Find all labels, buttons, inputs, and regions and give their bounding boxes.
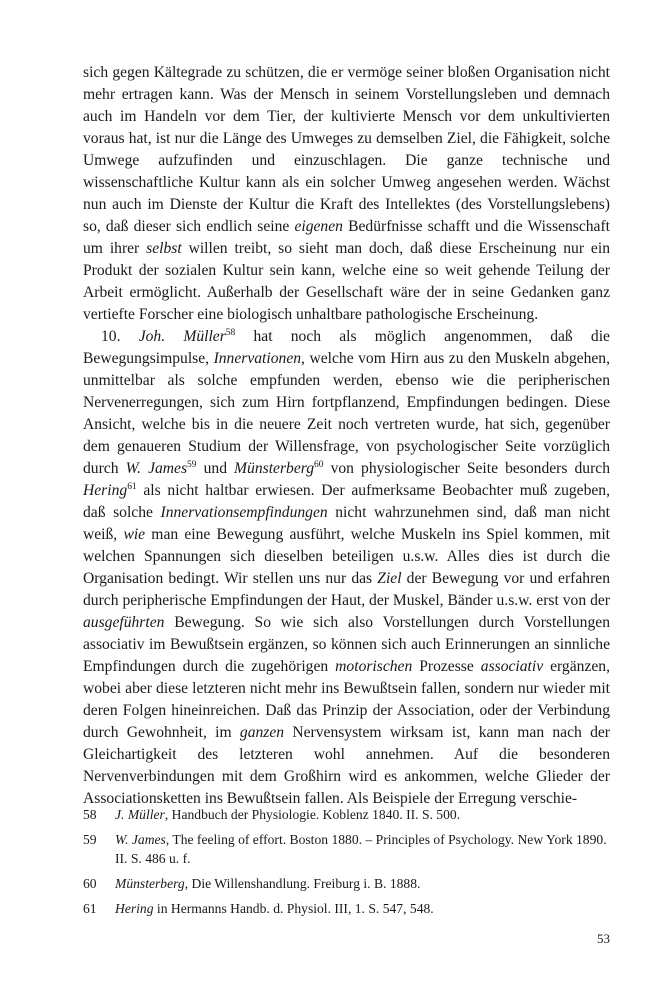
text-run: willen treibt, so sieht man doch, daß diese Erscheinung nur ein Produkt der sozialen Kultur sein kann, welche eine so weit gehende Teilung der Arbeit ermöglicht. Außerhalb der Gesellschaft wäre der in seine Gedanken ganz vertiefte Forscher eine biologisch unhaltbare pathologische Erscheinung. <box>83 240 610 323</box>
emphasis: W. James <box>115 832 166 847</box>
footnote-60 <box>83 875 610 894</box>
text-run: man eine Bewegung ausführt, welche Muskeln ins Spiel kommen, mit welchen Spannungen sich dieselben beteiligen u.s.w. Alles dies ist durch die Organisation bedingt. Wir stellen uns nur das <box>83 526 611 587</box>
footnote-ref[interactable]: 61 <box>127 482 137 492</box>
text-run: hat noch als möglich angenommen, daß die Bewegungsimpulse, <box>83 328 610 367</box>
text-run: Prozesse <box>412 658 481 675</box>
footnote-61 <box>83 900 610 919</box>
text-run: nicht wahrzunehmen sind, daß man nicht weiß, <box>83 504 611 543</box>
emphasis: Innervationen <box>213 350 302 367</box>
footnote-ref[interactable]: 59 <box>187 460 197 470</box>
emphasis: associativ <box>480 658 544 675</box>
text-run: ergänzen, wobei aber diese letzteren nicht mehr ins Bewußtsein fallen, sondern nur wieder mit deren Folgen hineinreichen. Daß das Prinzip der Association, oder der Verbindung durch Gewohnheit, im <box>83 658 610 741</box>
footnote-text <box>115 900 610 919</box>
emphasis: ganzen <box>239 724 285 741</box>
footnote-number: 59 <box>83 832 97 847</box>
emphasis: wie <box>123 526 146 543</box>
text-run: , Die Willenshandlung. Freiburg i. B. 1888. <box>184 875 421 891</box>
text-run: von physiologischer Seite besonders durch <box>323 460 610 477</box>
footnote-number: 58 <box>83 807 97 822</box>
text-run: Bewegung. So wie sich also Vorstellungen durch Vorstellungen associativ im Bewußtsein ergänzen, so können sich auch Erinnerungen an sinnliche Empfindungen durch die zugehörigen <box>83 614 610 675</box>
text-run: in Hermanns Handb. d. Physiol. III, 1. S. 547, 548. <box>153 900 434 916</box>
emphasis: W. James <box>125 460 188 477</box>
footnote-ref[interactable]: 58 <box>225 328 236 338</box>
emphasis: eigenen <box>294 218 343 235</box>
text-run: Bedürfnisse schafft und die Wissenschaft um ihrer <box>83 218 610 257</box>
emphasis: Münsterberg <box>115 875 185 891</box>
emphasis: motorischen <box>335 658 413 675</box>
emphasis: J. Müller <box>115 807 165 822</box>
page-number: 53 <box>597 931 610 946</box>
footnote-text <box>115 831 610 868</box>
body-text <box>83 62 610 810</box>
text-run: sich gegen Kältegrade zu schützen, die er vermöge seiner bloßen Organisation nicht mehr ertragen kann. Was der Mensch in seinem Vorstellungsleben und demnach auch im Handeln vor dem Tier, der kultivierte Mensch vor dem unkultivierten voraus hat, ist nur die Länge des Umweges zu demselben Ziel, die Fähigkeit, solche Umwege aufzufinden und einzuschlagen. Die ganze technische und wissenschaftliche Kultur kann als ein solcher Umweg angesehen werden. Wächst nun auch im Dienste der Kultur die Kraft des Intellektes (des Vorstellungslebens) so, daß dieser sich endlich seine <box>83 64 610 235</box>
text-run: , welche vom Hirn aus zu den Muskeln abgehen, unmittelbar als solche empfunden werden, ebenso wie die peripherischen Nervenerregungen, sich zum Hirn fortpflanzend, Empfindungen bedingen. Diese Ansicht, welche bis in die neuere Zeit noch vertreten wurde, hat sich, gegenüber dem genaueren Studium der Willensfrage, von psychologischer Seite vorzüglich durch <box>83 350 610 477</box>
footnote-text <box>115 806 610 825</box>
emphasis: ausgeführten <box>83 614 165 631</box>
footnotes <box>83 806 610 925</box>
text-run: , The feeling of effort. Boston 1880. – Principles of Psychology. New York 1890. II. S. 486 u. f. <box>115 832 607 866</box>
emphasis: selbst <box>146 240 182 257</box>
emphasis: Hering <box>115 900 154 916</box>
emphasis: Hering <box>83 482 128 499</box>
text-run: 10. <box>101 328 139 345</box>
text-run: der Bewegung vor und erfahren durch peripherische Empfindungen der Haut, der Muskel, Bänder u.s.w. erst von der <box>83 570 610 609</box>
text-run: als nicht haltbar erwiesen. Der aufmerksame Beobachter muß zugeben, daß solche <box>83 482 610 521</box>
text-run: und <box>196 460 235 477</box>
text-run: Nervensystem wirksam ist, kann man nach der Gleichartigkeit des letzteren wohl annehmen. Auf die besonderen Nervenverbindungen mit dem Großhirn wird es ankommen, welche Glieder der Associationsketten ins Bewußtsein fallen. Als Beispiele der Erregung verschie- <box>83 724 610 807</box>
paragraph <box>83 62 610 326</box>
footnote-ref[interactable]: 60 <box>314 460 324 470</box>
emphasis: Münsterberg <box>234 460 315 477</box>
footnote-number: 60 <box>83 875 97 891</box>
footnote-number: 61 <box>83 900 97 916</box>
footnote-text <box>115 875 610 894</box>
paragraph <box>83 326 610 810</box>
footnote-59 <box>83 831 610 868</box>
text-run: , Handbuch der Physiologie. Koblenz 1840. II. S. 500. <box>164 807 461 822</box>
emphasis: Ziel <box>377 570 402 587</box>
emphasis: Innervationsempfindungen <box>160 504 328 521</box>
emphasis: Joh. Müller <box>138 328 226 345</box>
footnote-58 <box>83 806 610 825</box>
